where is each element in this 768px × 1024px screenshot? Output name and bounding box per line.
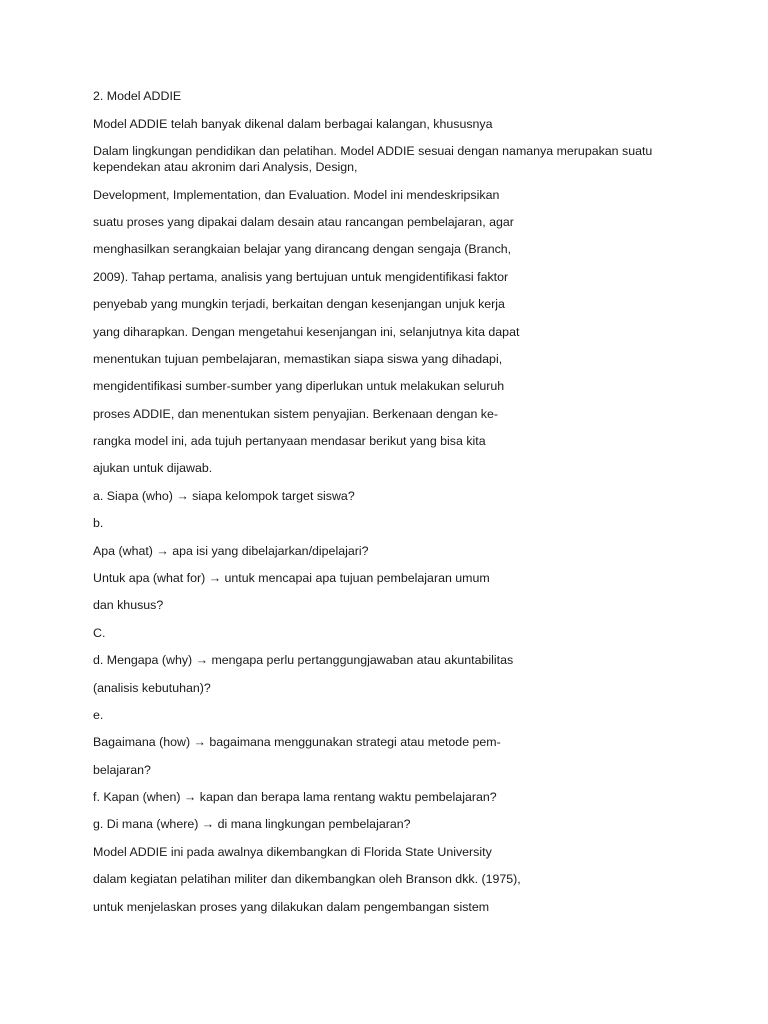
list-item: (analisis kebutuhan)? (93, 681, 211, 695)
section-heading: 2. Model ADDIE (93, 89, 182, 103)
text-line: menghasilkan serangkaian belajar yang dirancang dengan sengaja (Branch, (93, 242, 512, 256)
text-line: kependekan atau akronim dari Analysis, Design, (93, 160, 358, 174)
text-line: rangka model ini, ada tujuh pertanyaan mendasar berikut yang bisa kita (93, 434, 486, 448)
text-line: Model ADDIE telah banyak dikenal dalam berbagai kalangan, khususnya (93, 117, 493, 131)
text-line: mengidentifikasi sumber-sumber yang diperlukan untuk melakukan seluruh (93, 379, 505, 393)
text-line: suatu proses yang dipakai dalam desain atau rancangan pembelajaran, agar (93, 215, 514, 229)
text-line: Dalam lingkungan pendidikan dan pelatihan. Model ADDIE sesuai dengan namanya merupakan suatu (93, 144, 653, 158)
list-item: b. (93, 516, 104, 530)
list-item: Bagaimana (how) → bagaimana menggunakan strategi atau metode pem- (93, 735, 501, 749)
list-item: Apa (what) → apa isi yang dibelajarkan/dipelajari? (93, 544, 369, 558)
text-line: Model ADDIE ini pada awalnya dikembangkan di Florida State University (93, 845, 492, 859)
list-item: g. Di mana (where) → di mana lingkungan pembelajaran? (93, 817, 411, 831)
text-line: menentukan tujuan pembelajaran, memastikan siapa siswa yang dihadapi, (93, 352, 503, 366)
list-item: f. Kapan (when) → kapan dan berapa lama rentang waktu pembelajaran? (93, 790, 497, 804)
list-item: Untuk apa (what for) → untuk mencapai apa tujuan pembelajaran umum (93, 571, 490, 585)
text-line: yang diharapkan. Dengan mengetahui kesenjangan ini, selanjutnya kita dapat (93, 325, 520, 339)
text-line: dalam kegiatan pelatihan militer dan dikembangkan oleh Branson dkk. (1975), (93, 872, 521, 886)
text-line: 2009). Tahap pertama, analisis yang bertujuan untuk mengidentifikasi faktor (93, 270, 509, 284)
text-line: penyebab yang mungkin terjadi, berkaitan dengan kesenjangan unjuk kerja (93, 297, 505, 311)
list-item: e. (93, 708, 104, 722)
text-line: ajukan untuk dijawab. (93, 461, 213, 475)
text-line: Development, Implementation, dan Evaluation. Model ini mendeskripsikan (93, 188, 500, 202)
text-line: proses ADDIE, dan menentukan sistem penyajian. Berkenaan dengan ke- (93, 407, 499, 421)
text-line: untuk menjelaskan proses yang dilakukan dalam pengembangan sistem (93, 900, 490, 914)
list-item: d. Mengapa (why) → mengapa perlu pertanggungjawaban atau akuntabilitas (93, 653, 514, 667)
list-item: belajaran? (93, 763, 151, 777)
list-item: C. (93, 626, 106, 640)
list-item: a. Siapa (who) → siapa kelompok target siswa? (93, 489, 355, 503)
list-item: dan khusus? (93, 598, 164, 612)
